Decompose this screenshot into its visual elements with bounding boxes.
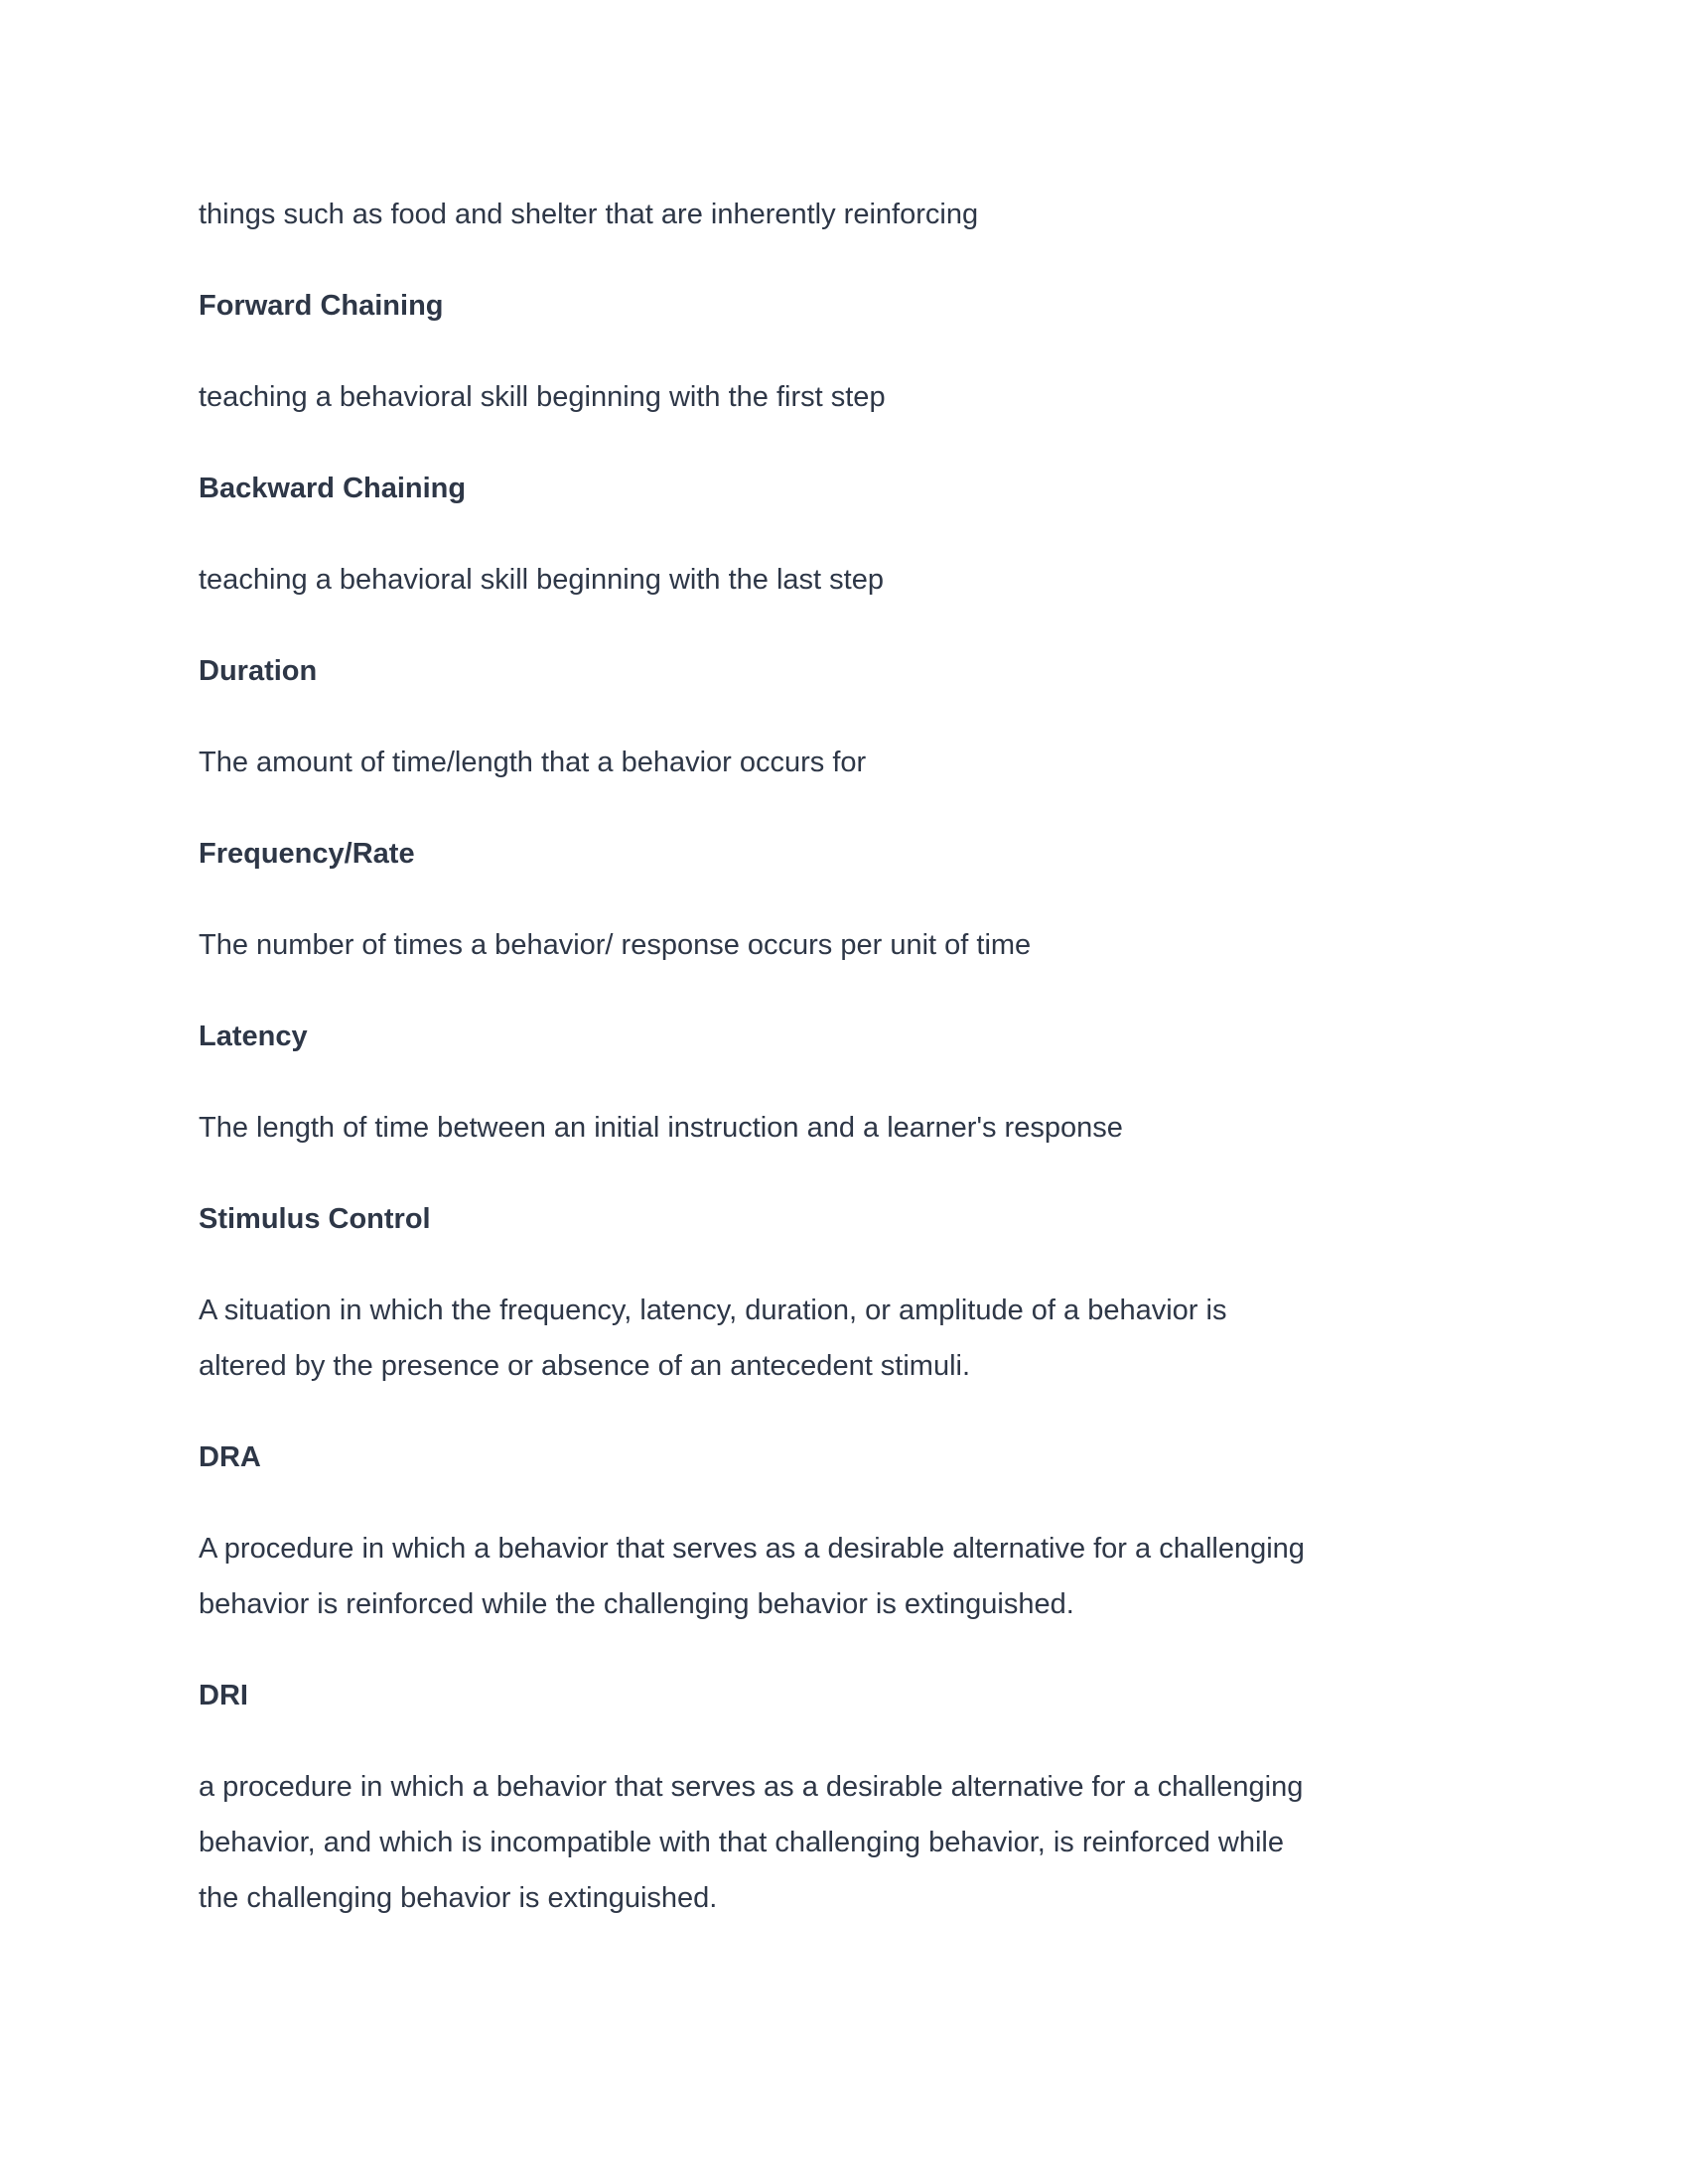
definition-text (199, 1521, 1529, 1632)
term-heading (199, 278, 1529, 334)
text-line: Duration (199, 655, 318, 687)
definition-text (199, 552, 1529, 608)
text-line: altered by the presence or absence of an antecedent stimuli. (199, 1350, 971, 1382)
definition-text (199, 369, 1529, 425)
text-line: behavior is reinforced while the challenging behavior is extinguished. (199, 1588, 1074, 1620)
text-line: A situation in which the frequency, latency, duration, or amplitude of a behavior is (199, 1295, 1227, 1326)
text-line: Forward Chaining (199, 290, 444, 322)
definition-text (199, 917, 1529, 973)
text-line: teaching a behavioral skill beginning with the last step (199, 564, 884, 596)
text-line: A procedure in which a behavior that serves as a desirable alternative for a challenging (199, 1533, 1305, 1565)
text-line: DRA (199, 1441, 261, 1473)
text-line: Latency (199, 1021, 308, 1052)
text-line: DRI (199, 1680, 248, 1711)
term-heading (199, 643, 1529, 699)
term-heading (199, 1430, 1529, 1485)
term-heading (199, 1668, 1529, 1723)
text-line: The number of times a behavior/ response occurs per unit of time (199, 929, 1032, 961)
text-line: things such as food and shelter that are inherently reinforcing (199, 199, 979, 230)
text-line: Stimulus Control (199, 1203, 431, 1235)
term-heading (199, 1191, 1529, 1247)
definition-text (199, 1100, 1529, 1156)
text-line: a procedure in which a behavior that serves as a desirable alternative for a challenging (199, 1771, 1304, 1803)
glossary-list (199, 187, 1529, 1926)
term-heading (199, 826, 1529, 882)
text-line: Backward Chaining (199, 473, 467, 504)
text-line: The length of time between an initial instruction and a learner's response (199, 1112, 1123, 1144)
definition-text (199, 735, 1529, 790)
text-line: The amount of time/length that a behavior occurs for (199, 747, 867, 778)
text-line: the challenging behavior is extinguished. (199, 1882, 718, 1914)
term-heading (199, 461, 1529, 516)
definition-text (199, 1759, 1529, 1926)
text-line: behavior, and which is incompatible with that challenging behavior, is reinforced while (199, 1827, 1284, 1858)
definition-text (199, 187, 1529, 242)
definition-text (199, 1283, 1529, 1394)
text-line: Frequency/Rate (199, 838, 415, 870)
text-line: teaching a behavioral skill beginning with the first step (199, 381, 886, 413)
term-heading (199, 1009, 1529, 1064)
